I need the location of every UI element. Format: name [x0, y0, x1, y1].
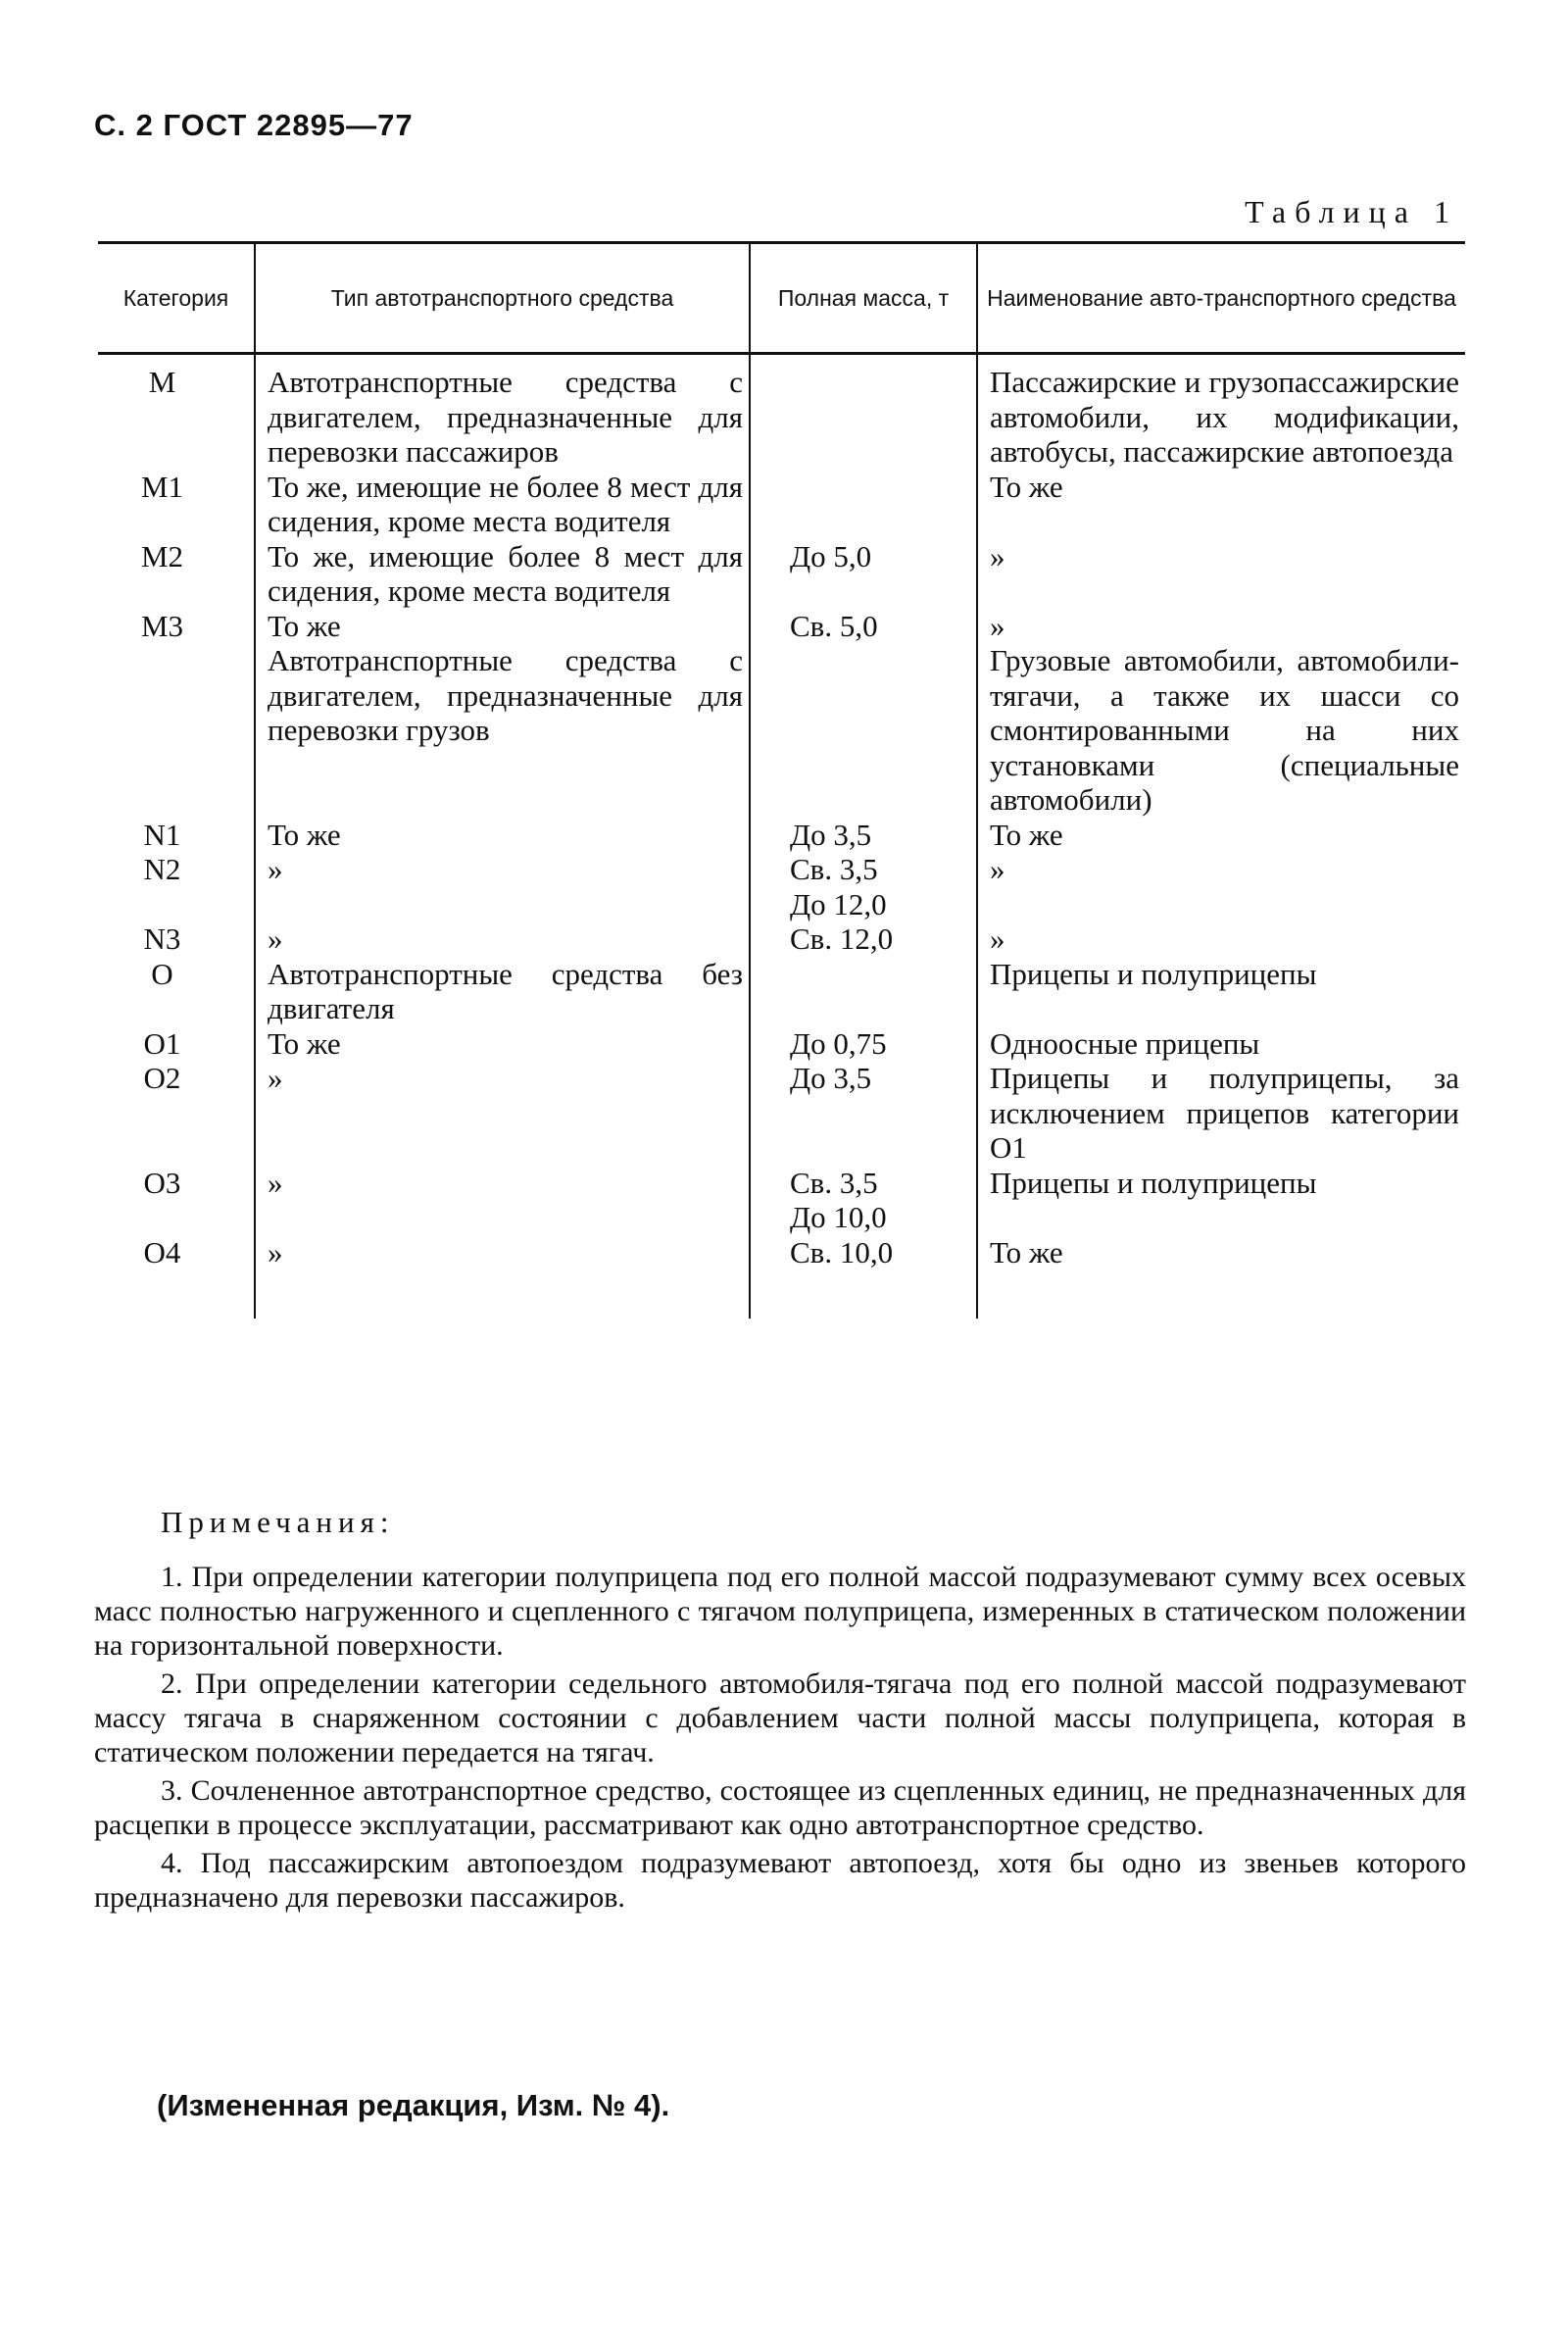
category-cell: О3 — [98, 1166, 255, 1235]
name-cell: Прицепы и полуприцепы — [977, 957, 1465, 1026]
vehicle-category-table — [98, 241, 1465, 1319]
name-cell: То же — [977, 1235, 1465, 1270]
note-item: 4. Под пассажирским автопоездом подразумевают автопоезд, хотя бы одно из звеньев которого предназначено для перевозки пассажиров. — [94, 1847, 1466, 1914]
table-row — [98, 1061, 1465, 1166]
mass-cell — [750, 957, 977, 1026]
page-header: С. 2 ГОСТ 22895—77 — [94, 108, 414, 142]
mass-cell: Св. 5,0 — [750, 609, 977, 644]
name-cell: » — [977, 609, 1465, 644]
table-row — [98, 643, 1465, 818]
name-cell: То же — [977, 470, 1465, 539]
category-cell: М1 — [98, 470, 255, 539]
type-cell: » — [255, 852, 750, 921]
type-cell: То же — [255, 1026, 750, 1062]
type-cell: » — [255, 1061, 750, 1166]
table-caption: Таблица 1 — [1245, 194, 1458, 229]
table-filler-row — [98, 1270, 1465, 1319]
mass-cell: До 0,75 — [750, 1026, 977, 1062]
column-header-mass: Полная масса, т — [750, 243, 977, 354]
table-row — [98, 1235, 1465, 1270]
name-cell: » — [977, 852, 1465, 921]
notes-heading: Примечания: — [161, 1505, 395, 1539]
type-cell: » — [255, 921, 750, 957]
table-row — [98, 852, 1465, 921]
category-cell: М3 — [98, 609, 255, 644]
type-cell: То же, имеющие не более 8 мест для сидения, кроме места водителя — [255, 470, 750, 539]
table-header-row — [98, 243, 1465, 354]
name-cell: То же — [977, 818, 1465, 853]
mass-cell: До 3,5 — [750, 818, 977, 853]
type-cell: Автотранспортные средства без двигателя — [255, 957, 750, 1026]
note-item: 2. При определении категории седельного автомобиля-тягача под его полной массой подразумевают массу тягача в снаряженном состоянии с добавлением части полной массы полуприцепа, которая в статическом положении передается на тягач. — [94, 1668, 1466, 1768]
table-row — [98, 818, 1465, 853]
column-header-type: Тип автотранспортного средства — [255, 243, 750, 354]
category-cell: О4 — [98, 1235, 255, 1270]
mass-cell: До 5,0 — [750, 539, 977, 609]
mass-cell — [750, 470, 977, 539]
category-cell: М2 — [98, 539, 255, 609]
mass-cell — [750, 354, 977, 470]
name-cell: Грузовые автомобили, автомобили-тягачи, а также их шасси со смонтированными на них установками (специальные автомобили) — [977, 643, 1465, 818]
name-cell: Одноосные прицепы — [977, 1026, 1465, 1062]
mass-cell: До 3,5 — [750, 1061, 977, 1166]
category-cell: О1 — [98, 1026, 255, 1062]
name-cell: » — [977, 539, 1465, 609]
type-cell: То же — [255, 818, 750, 853]
mass-cell — [750, 643, 977, 818]
name-cell: Прицепы и полуприцепы, за исключением прицепов категории О1 — [977, 1061, 1465, 1166]
mass-cell: Св. 3,5 До 10,0 — [750, 1166, 977, 1235]
table-row — [98, 921, 1465, 957]
type-cell: Автотранспортные средства с двигателем, предназначенные для перевозки пассажиров — [255, 354, 750, 470]
type-cell: То же — [255, 609, 750, 644]
column-header-category: Категория — [98, 243, 255, 354]
table-row — [98, 609, 1465, 644]
name-cell: » — [977, 921, 1465, 957]
category-cell: О2 — [98, 1061, 255, 1166]
column-header-name: Наименование авто-транспортного средства — [977, 243, 1465, 354]
type-cell: Автотранспортные средства с двигателем, предназначенные для перевозки грузов — [255, 643, 750, 818]
notes-section — [94, 1505, 1466, 1918]
table-row — [98, 354, 1465, 470]
category-cell: М — [98, 354, 255, 470]
table-row — [98, 539, 1465, 609]
amendment-note: (Измененная редакция, Изм. № 4). — [157, 2088, 670, 2122]
table-row — [98, 957, 1465, 1026]
type-cell: » — [255, 1235, 750, 1270]
category-cell: N2 — [98, 852, 255, 921]
mass-cell: Св. 12,0 — [750, 921, 977, 957]
table-row — [98, 1166, 1465, 1235]
mass-cell: Св. 10,0 — [750, 1235, 977, 1270]
category-cell: N3 — [98, 921, 255, 957]
name-cell: Пассажирские и грузопассажирские автомобили, их модификации, автобусы, пассажирские автопоезда — [977, 354, 1465, 470]
table-row — [98, 470, 1465, 539]
category-cell: N1 — [98, 818, 255, 853]
note-item: 3. Сочлененное автотранспортное средство, состоящее из сцепленных единиц, не предназначенных для расцепки в процессе эксплуатации, рассматривают как одно автотранспортное средство. — [94, 1774, 1466, 1841]
mass-cell: Св. 3,5 До 12,0 — [750, 852, 977, 921]
type-cell: То же, имеющие более 8 мест для сидения, кроме места водителя — [255, 539, 750, 609]
note-item: 1. При определении категории полуприцепа под его полной массой подразумевают сумму всех осевых масс полностью нагруженного и сцепленного с тягачом полуприцепа, измеренных в статическом положении на горизонтальной поверхности. — [94, 1561, 1466, 1662]
category-cell: О — [98, 957, 255, 1026]
name-cell: Прицепы и полуприцепы — [977, 1166, 1465, 1235]
table-row — [98, 1026, 1465, 1062]
type-cell: » — [255, 1166, 750, 1235]
